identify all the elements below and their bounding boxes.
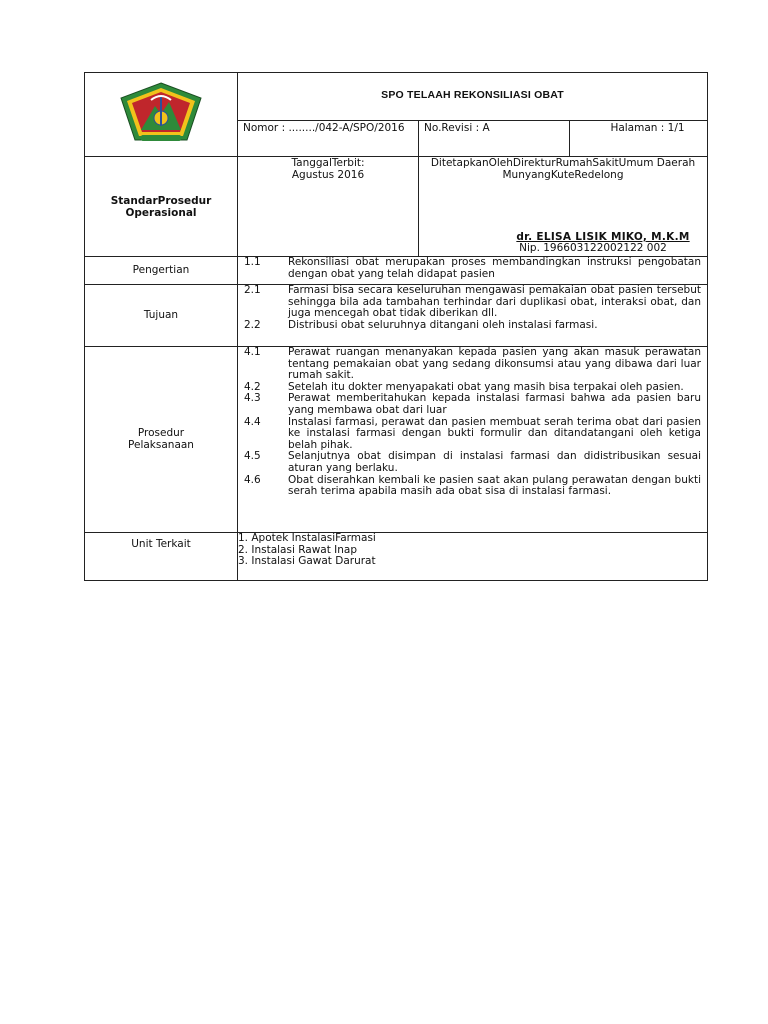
unit-label: Unit Terkait — [85, 533, 238, 581]
hospital-logo — [117, 80, 205, 146]
item-text: Rekonsiliasi obat merupakan proses membandingkan instruksi pengobatan dengan obat yang telah didapat pasien — [288, 256, 701, 280]
list-item — [238, 285, 707, 320]
list-item — [238, 475, 707, 498]
ditetapkan-text: DitetapkanOlehDirekturRumahSakitUmum Daerah MunyangKuteRedelong — [430, 157, 696, 181]
prosedur-label-cell — [85, 347, 238, 533]
spo-document-table — [84, 72, 708, 581]
logo-cell — [85, 73, 238, 157]
item-text: Farmasi bisa secara keseluruhan mengawasi pemakaian obat pasien tersebut sehingga bila ada tambahan terhindar dari duplikasi obat, interaksi obat, dan juga mencegah obat tidak diberikan dll. — [288, 284, 701, 320]
item-text: Obat diserahkan kembali ke pasien saat akan pulang perawatan dengan bukti serah terima apabila masih ada obat sisa di instalasi farmasi. — [288, 473, 701, 498]
tanggal-cell — [238, 157, 419, 257]
item-text: Selanjutnya obat disimpan di instalasi farmasi dan didistribusikan sesuai aturan yang berlaku. — [288, 450, 701, 474]
tanggal-label: TanggalTerbit: — [291, 157, 365, 169]
item-text: Instalasi farmasi, perawat dan pasien membuat serah terima obat dari pasien ke instalasi farmasi dengan bukti formulir dan ditandatangani oleh ketiga belah pihak. — [288, 415, 701, 451]
standar-label: StandarProsedur Operasional — [110, 194, 212, 219]
revisi-cell: No.Revisi : A — [419, 121, 570, 157]
item-number: 1.1 — [244, 256, 261, 268]
list-item — [238, 257, 707, 280]
halaman-cell: Halaman : 1/1 — [570, 121, 708, 157]
list-item — [238, 347, 707, 382]
nomor-cell: Nomor : ......../042-A/SPO/2016 — [238, 121, 419, 157]
list-item — [238, 393, 707, 416]
item-number: 2.2 — [244, 318, 261, 331]
item-text: Distribusi obat seluruhnya ditangani oleh instalasi farmasi. — [288, 318, 598, 331]
standar-label-cell — [85, 157, 238, 257]
item-number: 4.2 — [244, 380, 261, 393]
list-item — [238, 320, 707, 332]
pengertian-content — [238, 257, 708, 285]
item-number: 4.5 — [244, 450, 261, 463]
item-number: 4.1 — [244, 346, 261, 358]
list-item — [238, 451, 707, 474]
unit-item: 3. Instalasi Gawat Darurat — [238, 555, 376, 568]
list-item — [238, 417, 707, 452]
item-number: 4.4 — [244, 415, 261, 428]
item-text: Perawat memberitahukan kepada instalasi farmasi bahwa ada pasien baru yang membawa obat dari luar — [288, 392, 701, 416]
prosedur-label: Prosedur Pelaksanaan — [128, 426, 194, 451]
tujuan-label: Tujuan — [85, 285, 238, 347]
signer-nip: Nip. 196603122002122 002 — [519, 242, 667, 255]
item-text: Setelah itu dokter menyapakati obat yang masih bisa terpakai oleh pasien. — [288, 380, 684, 393]
unit-item: 1. Apotek InstalasiFarmasi — [238, 532, 376, 544]
item-number: 4.6 — [244, 473, 261, 486]
signer-name: dr. ELISA LISIK MIKO, M.K.M — [516, 230, 690, 243]
unit-item: 2. Instalasi Rawat Inap — [238, 543, 358, 556]
document-title: SPO TELAAH REKONSILIASI OBAT — [238, 73, 708, 121]
item-number: 2.1 — [244, 284, 261, 296]
unit-content — [238, 533, 708, 581]
tujuan-content — [238, 285, 708, 347]
ditetapkan-cell — [419, 157, 708, 257]
item-number: 4.3 — [244, 392, 261, 405]
prosedur-content — [238, 347, 708, 533]
pengertian-label: Pengertian — [85, 257, 238, 285]
tanggal-value: Agustus 2016 — [291, 168, 365, 181]
item-text: Perawat ruangan menanyakan kepada pasien yang akan masuk perawatan tentang pemakaian obat yang sedang dikonsumsi atau yang dibawa dari luar rumah sakit. — [288, 346, 701, 382]
